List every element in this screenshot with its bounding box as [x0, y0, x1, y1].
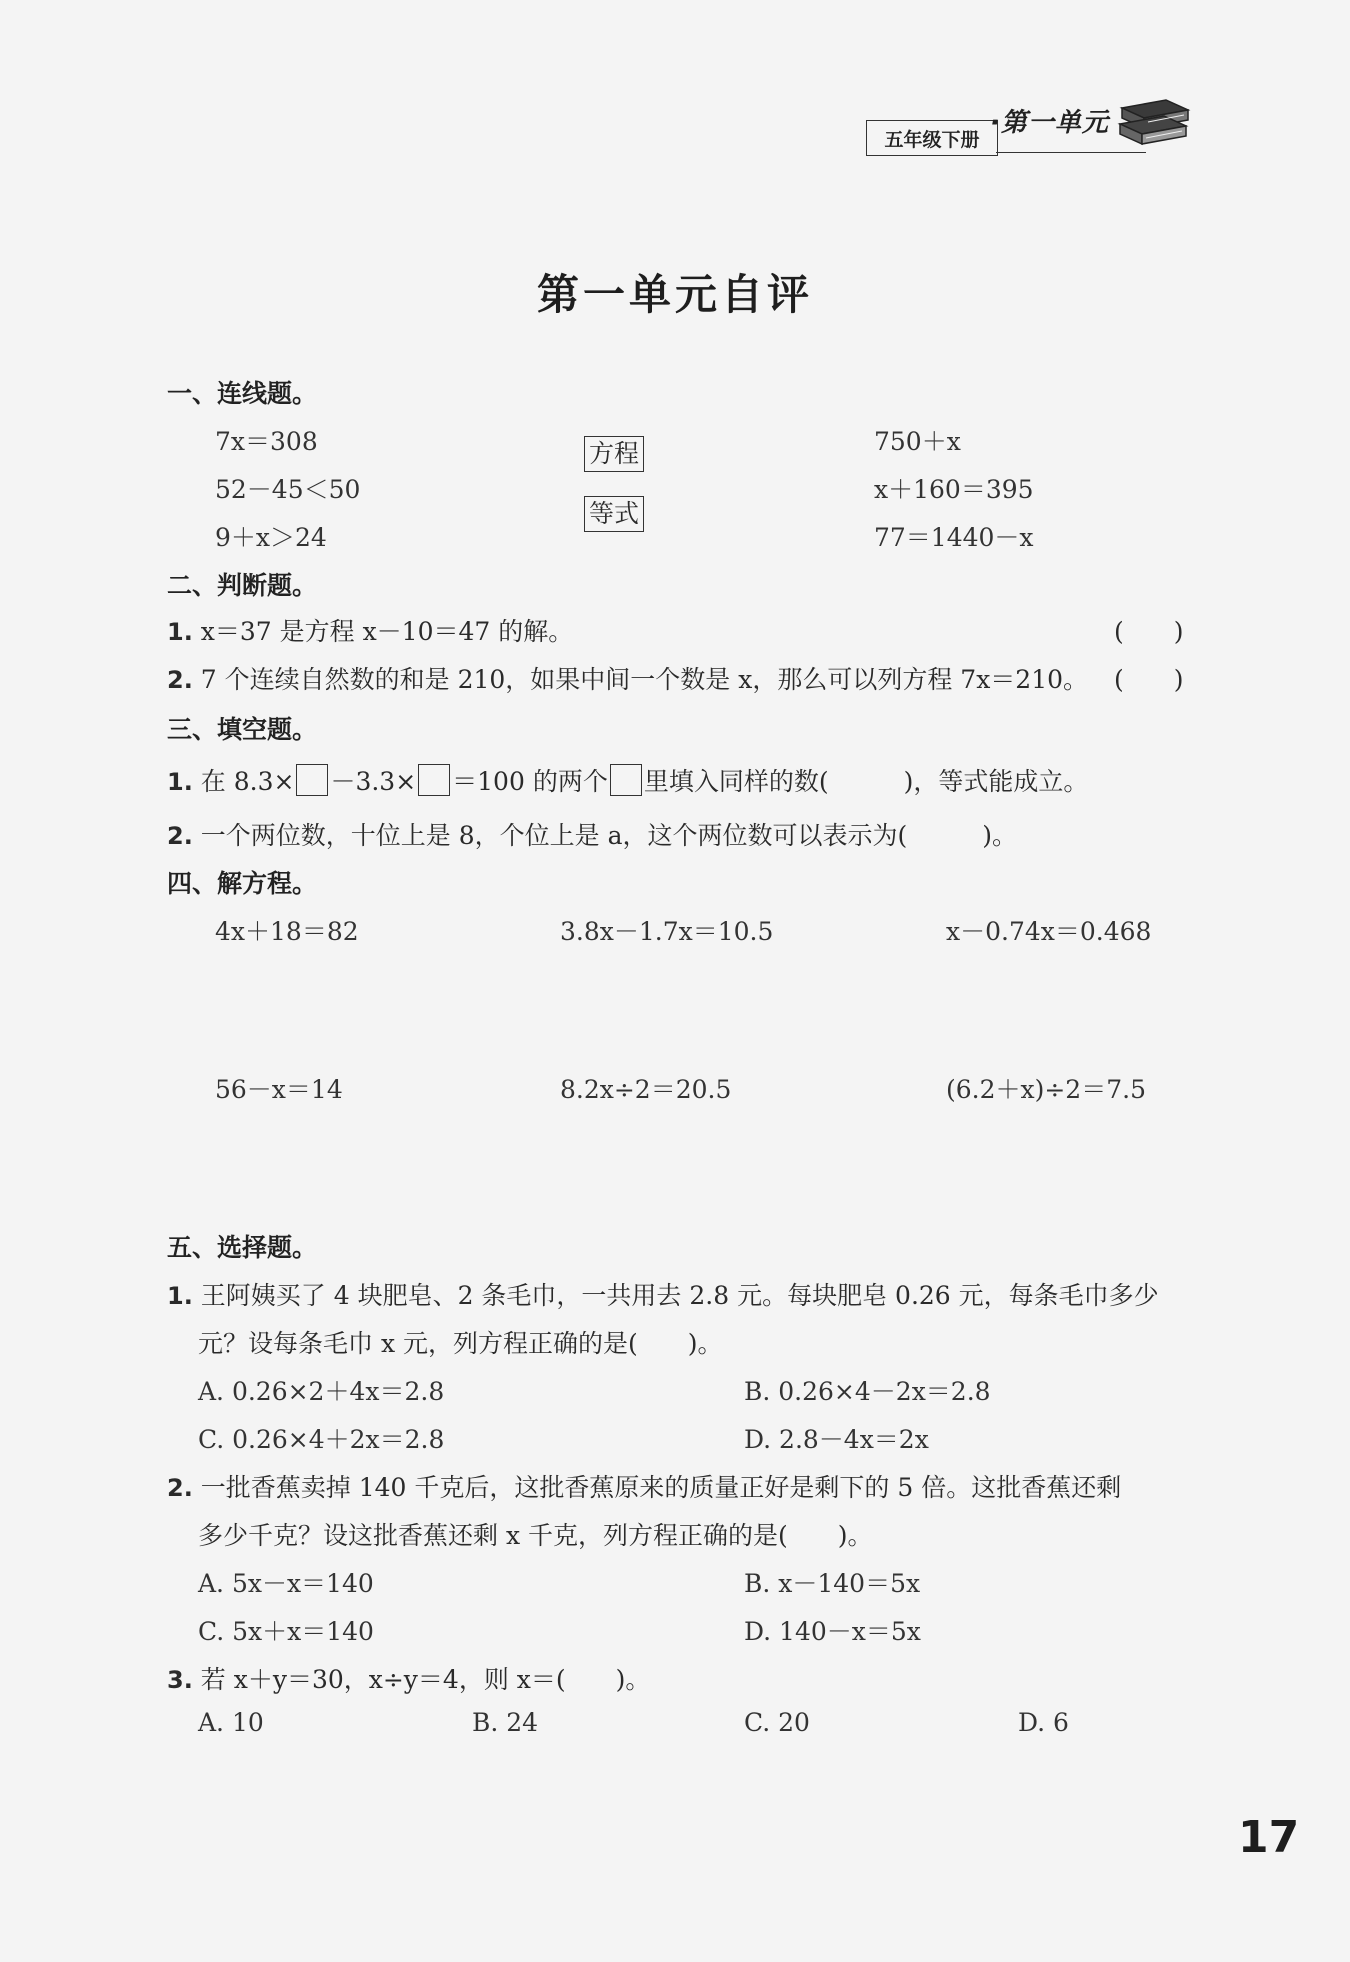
s5-q2-text-1: 一批香蕉卖掉 140 千克后，这批香蕉原来的质量正好是剩下的 5 倍。这批香蕉还剩: [200, 1473, 1122, 1502]
s5-q3-option-b[interactable]: B. 24: [472, 1708, 539, 1737]
s3-q2-number: 2.: [167, 822, 193, 850]
s3-q1-part-b: －3.3×: [330, 767, 417, 796]
s5-q3-number: 3.: [167, 1666, 193, 1694]
s4-equation-5: 8.2x÷2＝20.5: [560, 1075, 732, 1104]
s5-q2-line1: [167, 1468, 1121, 1504]
s5-q2-option-c[interactable]: C. 5x＋x＝140: [198, 1617, 374, 1646]
s4-equation-1: 4x＋18＝82: [215, 917, 359, 946]
s5-q3-line: [167, 1660, 650, 1696]
section-1-heading: 一、连线题。: [167, 379, 318, 408]
s3-q1-part-a: 在 8.3×: [200, 767, 295, 796]
s5-q2-option-a[interactable]: A. 5x－x＝140: [198, 1569, 374, 1598]
s1-left-3: 9＋x＞24: [215, 523, 327, 552]
s1-middle-identity-box: 等式: [584, 496, 644, 532]
s1-left-2: 52－45＜50: [215, 475, 361, 504]
page-title: 第一单元自评: [536, 270, 813, 319]
s3-q1-part-c: ＝100 的两个: [452, 767, 608, 796]
unit-label: ·第一单元: [990, 108, 1109, 138]
s5-q1-option-c[interactable]: C. 0.26×4＋2x＝2.8: [198, 1425, 445, 1454]
blank-box-2[interactable]: [418, 764, 450, 796]
s1-middle-equation-box: 方程: [584, 436, 644, 472]
book-stack-icon: [1114, 94, 1194, 158]
page-number: 17: [1238, 1812, 1300, 1863]
s5-q3-text: 若 x＋y＝30，x÷y＝4，则 x＝( )。: [200, 1665, 651, 1694]
s2-q2-number: 2.: [167, 666, 193, 694]
s2-q1-number: 1.: [167, 618, 193, 646]
section-3-heading: 三、填空题。: [167, 715, 318, 744]
s5-q1-option-d[interactable]: D. 2.8－4x＝2x: [744, 1425, 929, 1454]
s5-q2-number: 2.: [167, 1474, 193, 1502]
unit-header: [866, 106, 1192, 158]
s4-equation-2: 3.8x－1.7x＝10.5: [560, 917, 774, 946]
s5-q3-option-c[interactable]: C. 20: [744, 1708, 810, 1737]
s5-q1-text-1: 王阿姨买了 4 块肥皂、2 条毛巾，一共用去 2.8 元。每块肥皂 0.26 元，每条毛巾多少: [200, 1281, 1159, 1310]
s5-q2-option-d[interactable]: D. 140－x＝5x: [744, 1617, 921, 1646]
blank-box-1[interactable]: [296, 764, 328, 796]
s3-q2-text: 一个两位数，十位上是 8，个位上是 a，这个两位数可以表示为( )。: [200, 821, 1017, 850]
s3-q1-number: 1.: [167, 768, 193, 796]
s2-question-1: [167, 612, 573, 648]
s5-q1-option-b[interactable]: B. 0.26×4－2x＝2.8: [744, 1377, 991, 1406]
s5-q1-option-a[interactable]: A. 0.26×2＋4x＝2.8: [198, 1377, 445, 1406]
s5-q2-option-b[interactable]: B. x－140＝5x: [744, 1569, 921, 1598]
blank-box-3: [610, 764, 642, 796]
s2-q1-text: x＝37 是方程 x－10＝47 的解。: [200, 617, 574, 646]
s4-equation-6: (6.2＋x)÷2＝7.5: [946, 1075, 1146, 1104]
section-5-heading: 五、选择题。: [167, 1233, 318, 1262]
s2-question-2: [167, 660, 1088, 696]
s2-q2-text: 7 个连续自然数的和是 210，如果中间一个数是 x，那么可以列方程 7x＝210。: [200, 665, 1089, 694]
grade-label: 五年级下册: [866, 120, 998, 156]
s3-question-1: [167, 762, 1088, 798]
s5-q1-line2: 元？设每条毛巾 x 元，列方程正确的是( )。: [198, 1329, 723, 1358]
s1-right-1: 750＋x: [874, 427, 961, 456]
s5-q3-option-a[interactable]: A. 10: [198, 1708, 264, 1737]
s1-right-3: 77＝1440－x: [874, 523, 1034, 552]
s5-q2-line2: 多少千克？设这批香蕉还剩 x 千克，列方程正确的是( )。: [198, 1521, 873, 1550]
s1-right-2: x＋160＝395: [874, 475, 1034, 504]
s4-equation-3: x－0.74x＝0.468: [946, 917, 1152, 946]
s2-q1-answer[interactable]: ( ): [1114, 617, 1184, 646]
s1-left-1: 7x＝308: [215, 427, 318, 456]
s4-equation-4: 56－x＝14: [215, 1075, 343, 1104]
s5-q1-number: 1.: [167, 1282, 193, 1310]
section-2-heading: 二、判断题。: [167, 571, 318, 600]
section-4-heading: 四、解方程。: [167, 869, 318, 898]
s5-q3-option-d[interactable]: D. 6: [1018, 1708, 1069, 1737]
s3-q1-part-d: 里填入同样的数( )，等式能成立。: [643, 767, 1089, 796]
s3-question-2: [167, 816, 1017, 852]
s2-q2-answer[interactable]: ( ): [1114, 665, 1184, 694]
s5-q1-line1: [167, 1276, 1159, 1312]
